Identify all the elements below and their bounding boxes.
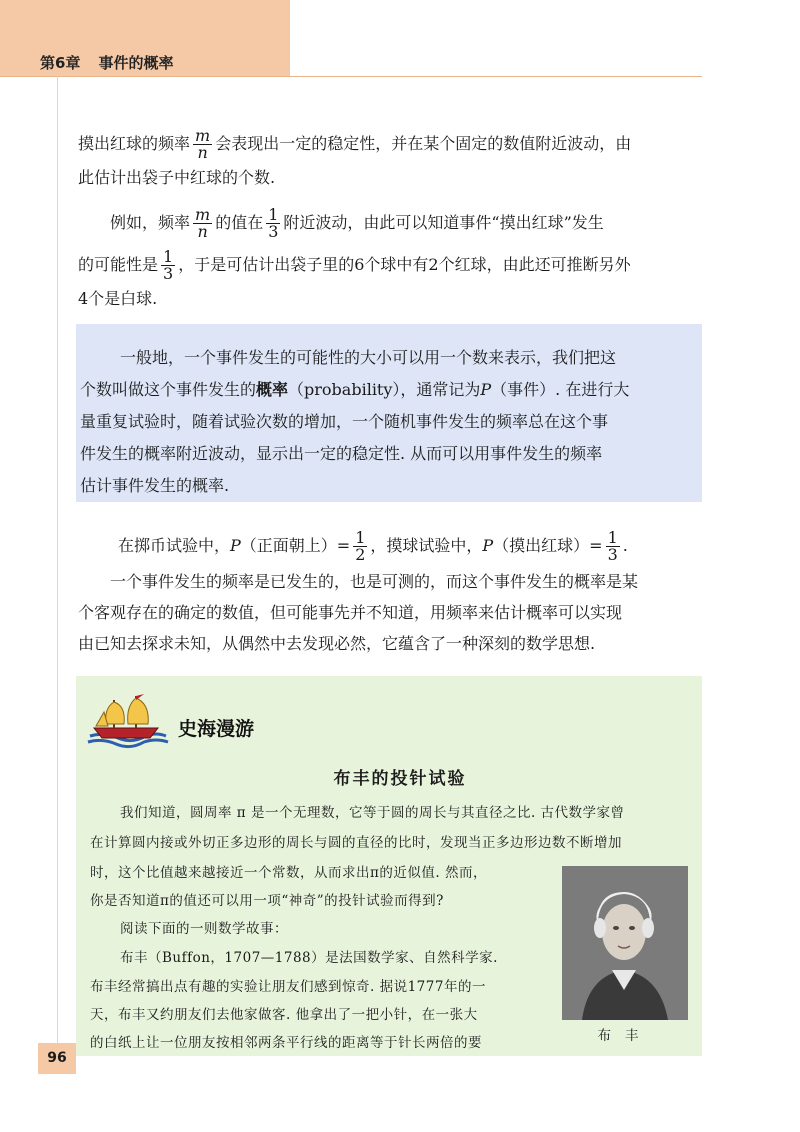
header-divider [0,76,702,77]
story-line: 布丰（Buffon，1707—1788）是法国数学家、自然科学家. [120,950,498,966]
paragraph-4-line-3: 由已知去探求未知，从偶然中去发现必然，它蕴含了一种深刻的数学思想. [78,634,596,653]
term-probability: 概率 [256,380,289,399]
paragraph-1-line-1: 摸出红球的频率 $\frac{m}{n}$ 会表现出一定的稳定性，并在某个固定的数值附近波动，由 [78,126,632,162]
story-line: 时，这个比值越来越接近一个常数，从而求出π的近似值. 然而， [90,865,487,881]
story-line: 我们知道，圆周率 π 是一个无理数，它等于圆的周长与其直径之比. 古代数学家曾 [120,805,625,821]
fraction-one-third: $\frac{1}{3}$ [268,205,279,241]
page-number-box [38,1043,76,1074]
fraction-m-over-n: $\frac{m}{n}$ [195,126,211,162]
paragraph-4-line-2: 个客观存在的确定的数值，但可能事先并不知道，用频率来估计概率可以实现 [78,603,623,622]
story-line: 阅读下面的一则数学故事： [120,921,288,937]
paragraph-2-line-2: 的可能性是 $\frac{1}{3}$ ，于是可估计出袋子里的6个球中有2个红球，由此还可推断另外 [78,247,631,283]
story-line: 天，布丰又约朋友们去他家做客. 他拿出了一把小针，在一张大 [90,1007,478,1023]
fraction-m-over-n: $\frac{m}{n}$ [195,205,211,241]
chapter-number: 第6章 [40,54,81,72]
fraction-one-third: $\frac{1}{3}$ [607,528,618,564]
margin-line [57,76,58,1056]
portrait-caption: 布丰 [597,1028,653,1044]
paragraph-1-line-2: 此估计出袋子中红球的个数. [78,168,276,187]
fraction-one-third: $\frac{1}{3}$ [163,247,174,283]
page-number: 96 [47,1050,67,1066]
story-title: 布丰的投针试验 [333,769,467,789]
story-line: 你是否知道π的值还可以用一项“神奇”的投针试验而得到? [90,893,444,909]
paragraph-3: 在掷币试验中，P（正面朝上）= $\frac{1}{2}$ ，摸球试验中，P（摸出红球）= $\frac{1}{3}$ . [118,528,628,564]
chapter-title: 事件的概率 [98,54,174,72]
story-line: 布丰经常搞出点有趣的实验让朋友们感到惊奇. 据说1777年的一 [90,979,486,995]
chapter-header [40,52,173,73]
fraction-one-half: $\frac{1}{2}$ [355,528,366,564]
section-title: 史海漫游 [178,718,255,740]
definition-text: 一般地，一个事件发生的可能性的大小可以用一个数来表示，我们把这 个数叫做这个事件发生的概率（probability），通常记为P（事件）. 在进行大 量重复试验时，随着试验次数的增加，一个随机事件发生的频率总在这个事 件发生的概率附近波动，显示出一定的稳定性. 从而可以用事件发生的频率 估计事件发生的概率. [80,348,630,495]
paragraph-4-line-1: 一个事件发生的频率是已发生的，也是可测的，而这个事件发生的概率是某 [110,572,639,591]
sailing-ship-icon [84,692,170,754]
paragraph-2-line-3: 4个是白球. [78,289,158,308]
story-line: 的白纸上让一位朋友按相邻两条平行线的距离等于针长两倍的要 [90,1035,482,1051]
paragraph-2-line-1: 例如，频率 $\frac{m}{n}$ 的值在 $\frac{1}{3}$ 附近波动，由此可以知道事件“摸出红球”发生 [110,205,604,241]
story-line: 在计算圆内接或外切正多边形的周长与圆的直径的比时，发现当正多边形边数不断增加 [90,835,622,851]
buffon-portrait [562,866,688,1020]
